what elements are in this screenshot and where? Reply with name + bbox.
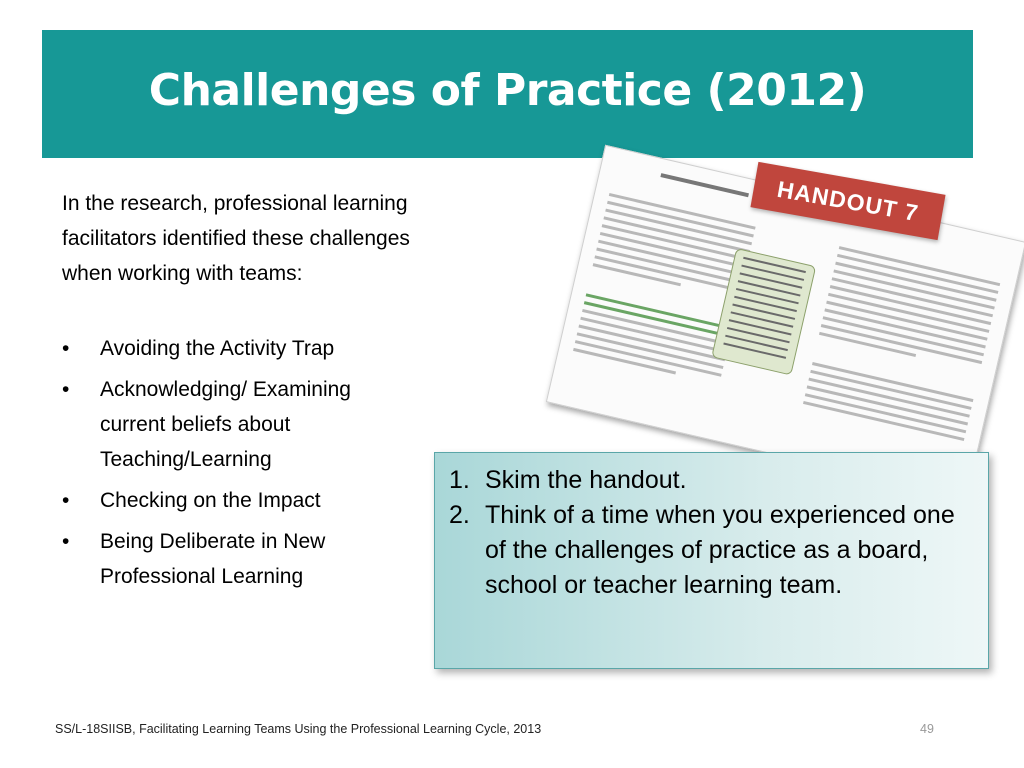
handout-thumbnail xyxy=(525,190,1015,490)
title-bar xyxy=(42,30,973,158)
task-number: 2. xyxy=(449,501,470,529)
footer-text: SS/L-18SIISB, Facilitating Learning Teams Using the Professional Learning Cycle, 2013 xyxy=(55,722,542,736)
bullet-icon: • xyxy=(62,530,70,553)
list-item xyxy=(62,483,422,518)
list-item-text: Avoiding the Activity Trap xyxy=(100,337,335,360)
list-item xyxy=(449,498,979,603)
list-item xyxy=(62,524,422,594)
list-item-text: Being Deliberate in New Professional Learning xyxy=(100,530,326,588)
task-text: Skim the handout. xyxy=(485,466,687,494)
bullet-icon: • xyxy=(62,378,70,401)
bullet-icon: • xyxy=(62,489,70,512)
task-number: 1. xyxy=(449,466,470,494)
intro-text xyxy=(62,186,442,291)
slide-title: Challenges of Practice (2012) xyxy=(148,65,867,116)
challenge-list xyxy=(62,331,422,600)
list-item-text: Checking on the Impact xyxy=(100,489,321,512)
intro-paragraph: In the research, professional learning facilitators identified these challenges when working with teams: xyxy=(62,192,410,285)
task-text: Think of a time when you experienced one of the challenges of practice as a board, school or teacher learning team. xyxy=(485,501,955,599)
bullet-icon: • xyxy=(62,337,70,360)
handout-badge: HANDOUT 7 xyxy=(750,162,945,240)
task-list xyxy=(449,463,979,603)
list-item xyxy=(62,331,422,366)
list-item xyxy=(62,372,422,477)
page-number: 49 xyxy=(920,722,934,736)
list-item xyxy=(449,463,979,498)
list-item-text: Acknowledging/ Examining current beliefs about Teaching/Learning xyxy=(100,378,351,471)
task-box xyxy=(434,452,989,669)
